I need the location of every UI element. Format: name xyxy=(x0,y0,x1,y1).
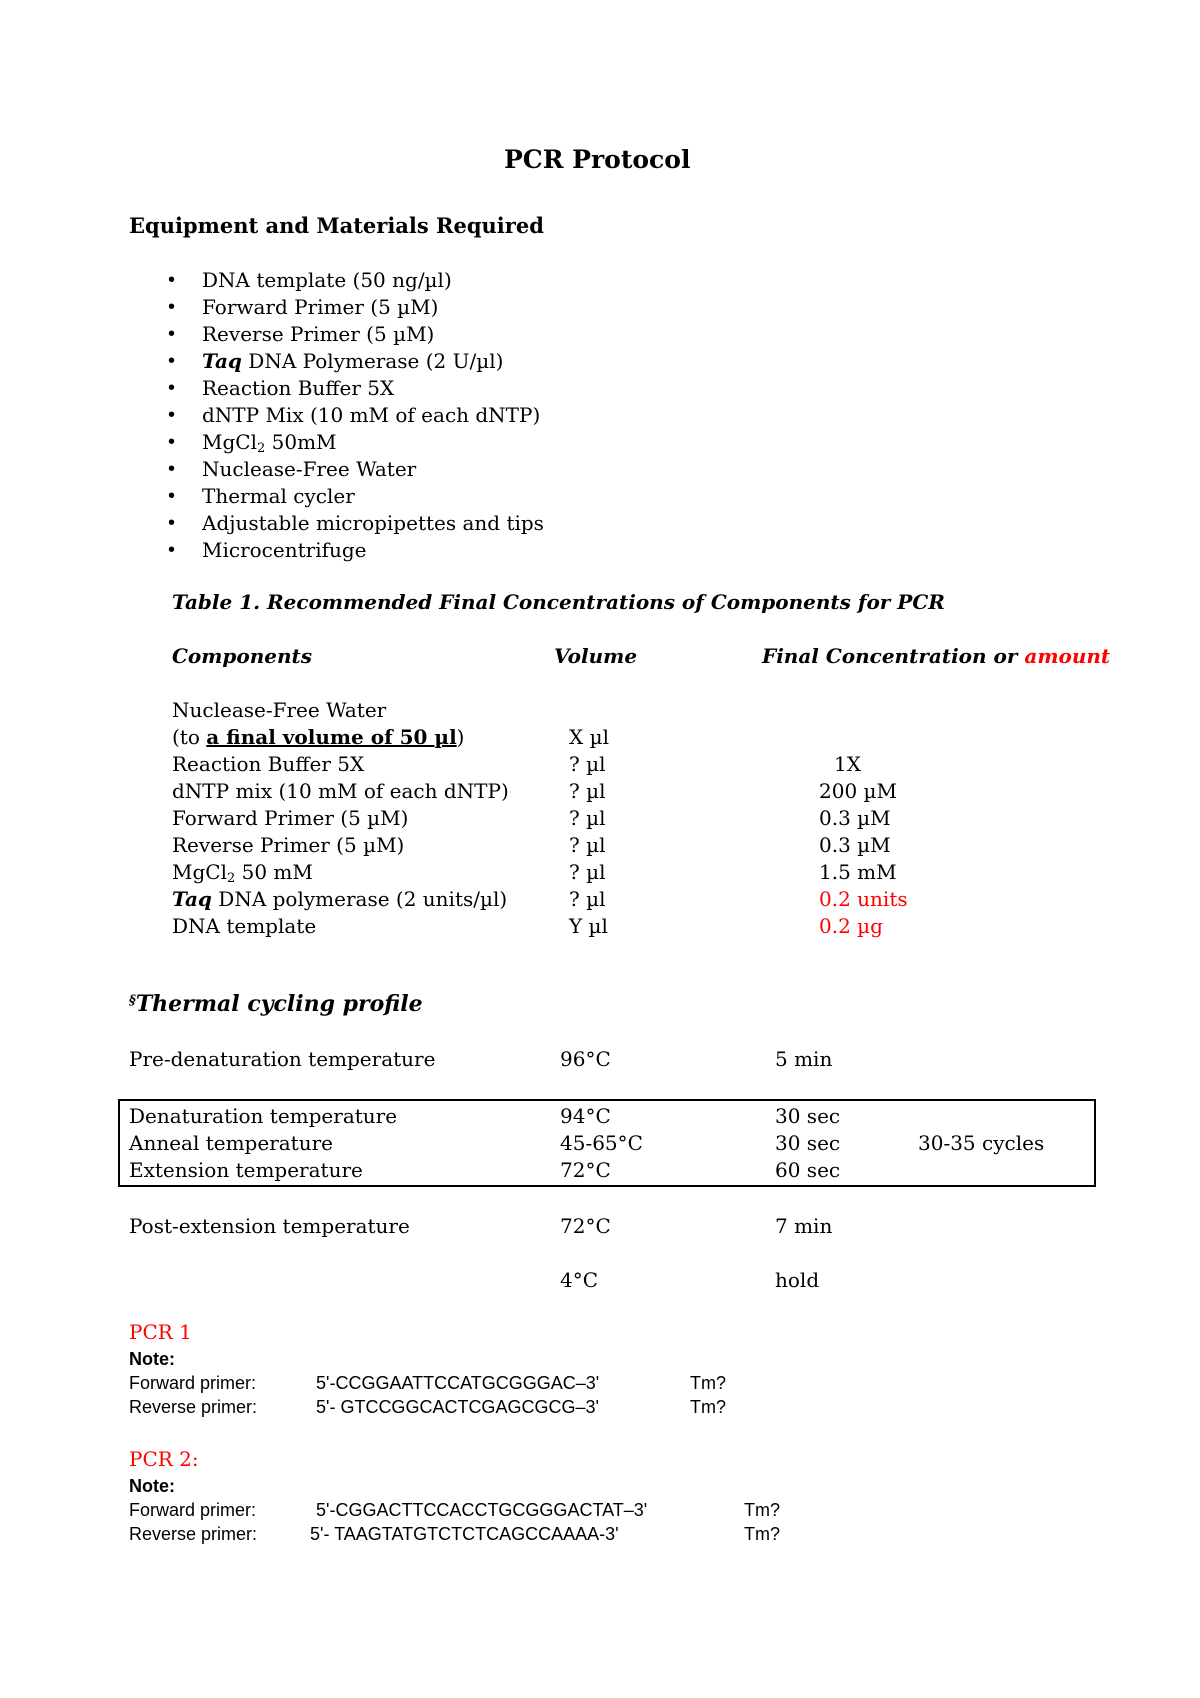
list-item: • Adjustable micropipettes and tips xyxy=(202,513,544,533)
hold-temp: 4°C xyxy=(560,1268,599,1292)
table-row-final: 0.2 units xyxy=(819,887,908,911)
pre-denaturation-time: 5 min xyxy=(775,1047,833,1071)
table-row-component: dNTP mix (10 mM of each dNTP) xyxy=(172,779,509,803)
table-row-final: 0.3 µM xyxy=(819,833,891,857)
table-row-volume: Y µl xyxy=(569,914,608,938)
pre-denaturation-temp: 96°C xyxy=(560,1047,611,1071)
pcr1-note: Note: xyxy=(129,1349,175,1369)
header-final: Final Concentration or amount xyxy=(762,644,1111,668)
pcr1-reverse-label: Reverse primer: xyxy=(129,1397,258,1417)
anneal-temp: 45-65°C xyxy=(560,1131,643,1155)
pcr1-reverse-tm: Tm? xyxy=(690,1397,726,1417)
pcr2-forward-label: Forward primer: xyxy=(129,1500,257,1520)
pcr1-forward-seq: 5'-CCGGAATTCCATGCGGGAC–3' xyxy=(316,1373,600,1393)
table-row-final: 200 µM xyxy=(819,779,898,803)
list-item: • Forward Primer (5 µM) xyxy=(202,297,438,317)
header-volume: Volume xyxy=(554,644,638,668)
pcr1-title: PCR 1 xyxy=(129,1320,192,1344)
list-item: • Nuclease-Free Water xyxy=(202,459,416,479)
post-extension-label: Post-extension temperature xyxy=(129,1214,410,1238)
list-item: • dNTP Mix (10 mM of each dNTP) xyxy=(202,405,540,425)
list-item: • MgCl$_2$ 50mM xyxy=(202,432,337,452)
pcr2-title: PCR 2: xyxy=(129,1447,199,1471)
pcr1-reverse-seq: 5'- GTCCGGCACTCGAGCGCG–3' xyxy=(316,1397,599,1417)
page-title: PCR Protocol xyxy=(504,145,691,174)
list-item: • DNA template (50 ng/µl) xyxy=(202,270,452,290)
pcr2-forward-tm: Tm? xyxy=(744,1500,780,1520)
hold-time: hold xyxy=(775,1268,820,1292)
pre-denaturation-label: Pre-denaturation temperature xyxy=(129,1047,436,1071)
pcr1-forward-tm: Tm? xyxy=(690,1373,726,1393)
header-components: Components xyxy=(172,644,313,668)
pcr2-reverse-seq: 5'- TAAGTATGTCTCTCAGCCAAAA-3' xyxy=(310,1524,619,1544)
thermal-heading: §Thermal cycling profile xyxy=(129,991,423,1017)
extension-label: Extension temperature xyxy=(129,1158,363,1182)
water-label: Nuclease-Free Water xyxy=(172,698,387,722)
pcr2-reverse-tm: Tm? xyxy=(744,1524,780,1544)
water-to-volume: (to a final volume of 50 µl) xyxy=(172,725,465,749)
table-row-final: 1.5 mM xyxy=(819,860,897,884)
post-extension-time: 7 min xyxy=(775,1214,833,1238)
extension-temp: 72°C xyxy=(560,1158,611,1182)
list-item: • Microcentrifuge xyxy=(202,540,367,560)
table-row-component: Forward Primer (5 µM) xyxy=(172,806,409,830)
anneal-time: 30 sec xyxy=(775,1131,841,1155)
post-extension-temp: 72°C xyxy=(560,1214,611,1238)
pcr2-note: Note: xyxy=(129,1476,175,1496)
pcr2-forward-seq: 5'-CGGACTTCCACCTGCGGGACTAT–3' xyxy=(316,1500,648,1520)
table-row-volume: ? µl xyxy=(569,833,606,857)
pcr2-reverse-label: Reverse primer: xyxy=(129,1524,258,1544)
table-row-volume: ? µl xyxy=(569,860,606,884)
list-item: • Thermal cycler xyxy=(202,486,355,506)
table-row-final: 0.3 µM xyxy=(819,806,891,830)
cycle-count: 30-35 cycles xyxy=(918,1131,1045,1155)
taq-italic: Taq xyxy=(202,349,242,373)
table-caption: Table 1. Recommended Final Concentrations of Components for PCR xyxy=(172,590,945,614)
denaturation-label: Denaturation temperature xyxy=(129,1104,398,1128)
table-row-component: Reaction Buffer 5X xyxy=(172,752,365,776)
anneal-label: Anneal temperature xyxy=(129,1131,333,1155)
table-row-final: 1X xyxy=(834,752,861,776)
list-item: • Taq DNA Polymerase (2 U/µl) xyxy=(202,351,503,371)
table-row-component: Reverse Primer (5 µM) xyxy=(172,833,405,857)
list-item: • Reaction Buffer 5X xyxy=(202,378,394,398)
denaturation-temp: 94°C xyxy=(560,1104,611,1128)
table-row-volume: ? µl xyxy=(569,806,606,830)
water-volume: X µl xyxy=(569,725,609,749)
table-row-component: MgCl$_2$ 50 mM xyxy=(172,860,313,886)
table-row-volume: ? µl xyxy=(569,752,606,776)
equipment-heading: Equipment and Materials Required xyxy=(129,213,544,238)
table-row-final: 0.2 µg xyxy=(819,914,883,938)
table-row-volume: ? µl xyxy=(569,887,606,911)
table-row-component: DNA template xyxy=(172,914,317,938)
denaturation-time: 30 sec xyxy=(775,1104,841,1128)
list-item: • Reverse Primer (5 µM) xyxy=(202,324,434,344)
pcr1-forward-label: Forward primer: xyxy=(129,1373,257,1393)
extension-time: 60 sec xyxy=(775,1158,841,1182)
table-row-volume: ? µl xyxy=(569,779,606,803)
table-row-component: Taq DNA polymerase (2 units/µl) xyxy=(172,887,508,911)
